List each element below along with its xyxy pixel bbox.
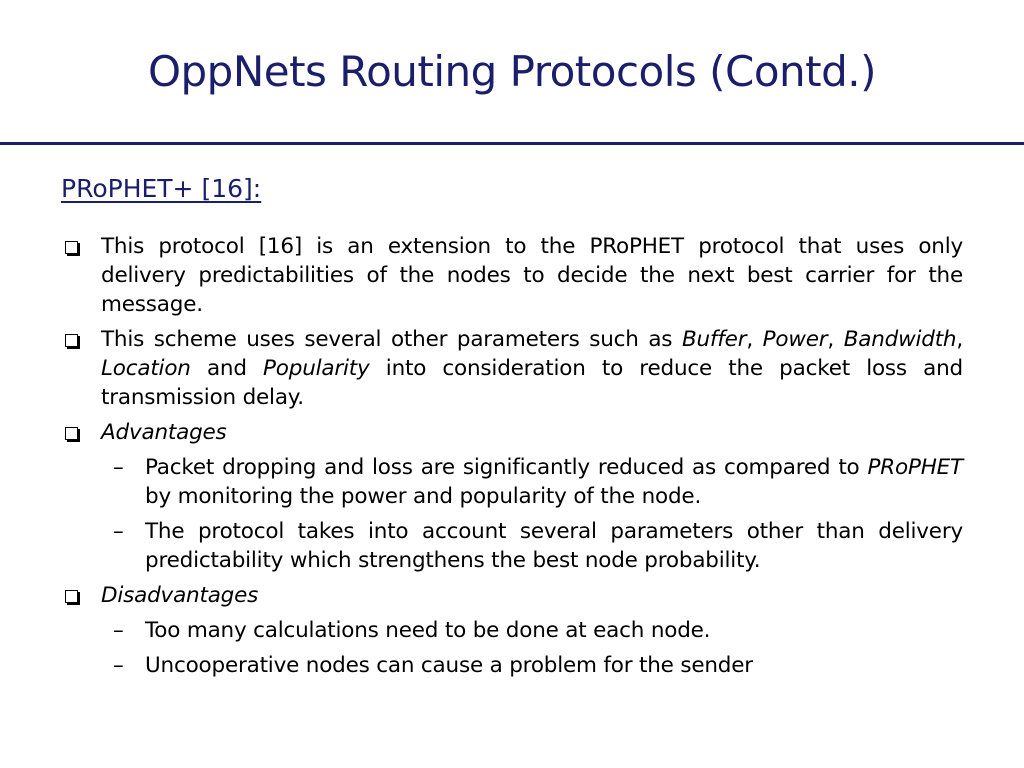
- checkbox-bullet-icon: [65, 241, 78, 254]
- term-location: Location: [101, 356, 191, 381]
- dash-bullet-icon: –: [113, 519, 124, 544]
- dash-bullet-icon: –: [113, 455, 124, 480]
- term-bandwidth: Bandwidth: [843, 327, 957, 352]
- sub-bullet-item: [61, 517, 963, 575]
- checkbox-bullet-icon: [65, 427, 78, 440]
- slide-body: [61, 232, 963, 686]
- bullet-item: [61, 325, 963, 412]
- bullet-text: This protocol [16] is an extension to the PRoPHET protocol that uses only delivery predictabilities of the nodes to decide the next best carrier for the message.: [101, 234, 963, 317]
- sub-bullet-text: Too many calculations need to be done at each node.: [145, 618, 711, 643]
- checkbox-bullet-icon: [65, 334, 78, 347]
- sub-bullet-text: Uncooperative nodes can cause a problem for the sender: [145, 653, 753, 678]
- sub-bullet-text: Packet dropping and loss are significantly reduced as compared to PRoPHET by monitoring the power and popularity of the node.: [145, 455, 963, 509]
- sub-bullet-item: [61, 453, 963, 511]
- advantages-label: Advantages: [101, 420, 227, 445]
- term-popularity: Popularity: [263, 356, 370, 381]
- bullet-item: [61, 232, 963, 319]
- dash-bullet-icon: –: [113, 653, 124, 678]
- bullet-item-disadvantages: [61, 581, 963, 610]
- sub-bullet-item: [61, 651, 963, 680]
- section-heading: PRoPHET+ [16]:: [61, 174, 262, 203]
- title-divider: [0, 142, 1024, 145]
- term-buffer: Buffer: [681, 327, 747, 352]
- bullet-item-advantages: [61, 418, 963, 447]
- sub-bullet-item: [61, 616, 963, 645]
- sub-bullet-text: The protocol takes into account several parameters other than delivery predictability which strengthens the best node probability.: [145, 519, 963, 573]
- term-power: Power: [762, 327, 828, 352]
- disadvantages-label: Disadvantages: [101, 583, 259, 608]
- slide-title: OppNets Routing Protocols (Contd.): [147, 47, 877, 96]
- checkbox-bullet-icon: [65, 590, 78, 603]
- dash-bullet-icon: –: [113, 618, 124, 643]
- bullet-text: This scheme uses several other parameters such as Buffer, Power, Bandwidth, Location and Popularity into consideration to reduce the packet loss and transmission delay.: [101, 327, 964, 410]
